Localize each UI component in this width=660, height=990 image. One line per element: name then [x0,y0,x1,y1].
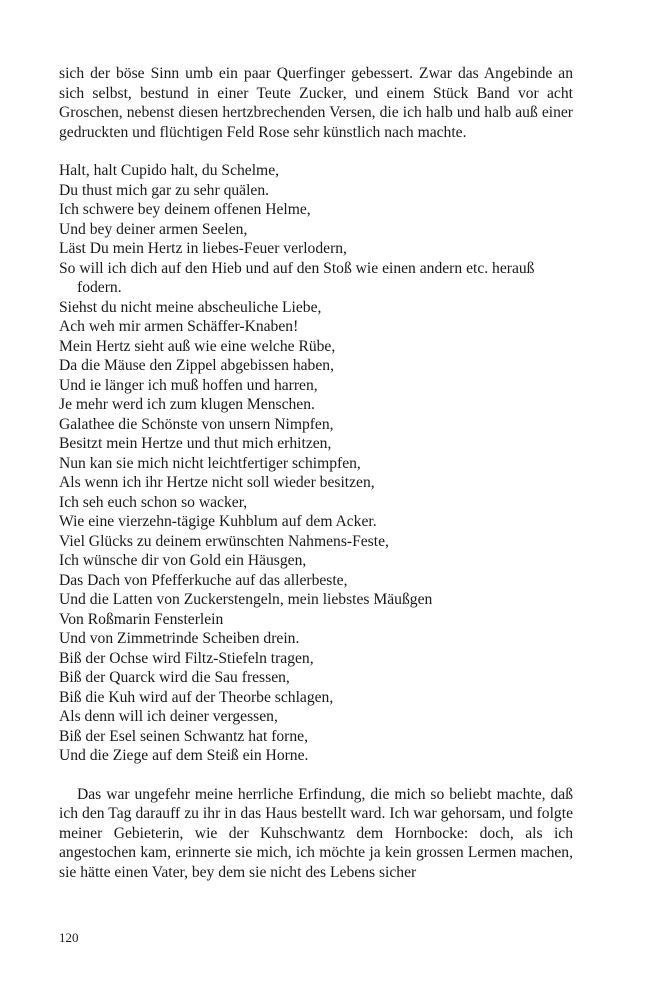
page-body [59,64,573,882]
verse-line: Läst Du mein Hertz in liebes-Feuer verlodern, [59,240,347,257]
verse-line: Und die Ziege auf dem Steiß ein Horne. [59,747,309,764]
verse-line: Ich wünsche dir von Gold ein Häusgen, [59,552,307,569]
verse-line: Da die Mäuse den Zippel abgebissen haben, [59,357,334,374]
verse-line: Viel Glücks zu deinem erwünschten Nahmens-Feste, [59,532,389,550]
verse-line: Ach weh mir armen Schäffer-Knaben! [59,318,299,335]
verse-line: Galathee die Schönste von unsern Nimpfen, [59,415,334,433]
verse-line: Du thust mich gar zu sehr quälen. [59,181,270,199]
verse-line: Das Dach von Pfefferkuche auf das allerbeste, [59,571,348,589]
verse-line: Und die Latten von Zuckerstengeln, mein liebstes Mäußgen [59,591,433,608]
verse-line: Biß der Quarck wird die Sau fressen, [59,669,290,686]
verse-line: So will ich dich auf den Hieb und auf den Stoß wie einen andern etc. herauß fodern. [59,259,535,296]
verse-line: Je mehr werd ich zum klugen Menschen. [59,396,315,413]
bottom-paragraph: Das war ungefehr meine herrliche Erfindung, die mich so beliebt machte, daß ich den Tag darauff zu ihr in das Haus bestellt ward. Ich war gehorsam, und folgte meiner Gebieterin, wie der Kuhschwantz dem Hornbocke: doch, als ich angestochen kam, erinnerte sie mich, ich möchte ja kein grossen Lermen machen, sie hätte einen Vater, bey dem sie nicht des Lebens sicher [59,785,573,881]
verse-line: Ich schwere bey deinem offenen Helme, [59,201,311,218]
verse-line: Von Roßmarin Fensterlein [59,610,224,628]
verse-line: Und bey deiner armen Seelen, [59,220,248,238]
verse-line: Wie eine vierzehn-tägige Kuhblum auf dem Acker. [59,513,377,530]
verse-line: Siehst du nicht meine abscheuliche Liebe, [59,298,322,316]
verse-line: Ich seh euch schon so wacker, [59,493,248,511]
verse-line: Biß der Ochse wird Filtz-Stiefeln tragen, [59,649,314,667]
page-number: 120 [59,930,79,945]
verse-line: Halt, halt Cupido halt, du Schelme, [59,162,280,179]
verse-line: Als denn will ich deiner vergessen, [59,708,278,725]
verse-line: Und von Zimmetrinde Scheiben drein. [59,630,300,647]
verse-line: Und ie länger ich muß hoffen und harren, [59,376,318,394]
verse-line: Biß die Kuh wird auf der Theorbe schlagen, [59,688,334,706]
verse-line: Biß der Esel seinen Schwantz hat forne, [59,727,308,745]
verse-line: Nun kan sie mich nicht leichtfertiger schimpfen, [59,454,361,472]
top-paragraph: sich der böse Sinn umb ein paar Querfinger gebessert. Zwar das Angebinde an sich selbst, bestund in einer Teute Zucker, und einem Stück Band vor acht Groschen, nebenst diesen hertzbrechenden Versen, die ich halb und halb auß einer gedruckten und flüchtigen Feld Rose sehr künstlich nach machte. [59,65,573,141]
verse-line: Besitzt mein Hertze und thut mich erhitzen, [59,435,332,452]
verse-block [59,161,573,766]
verse-line: Mein Hertz sieht auß wie eine welche Rübe, [59,337,336,355]
verse-line: Als wenn ich ihr Hertze nicht soll wieder besitzen, [59,474,375,491]
